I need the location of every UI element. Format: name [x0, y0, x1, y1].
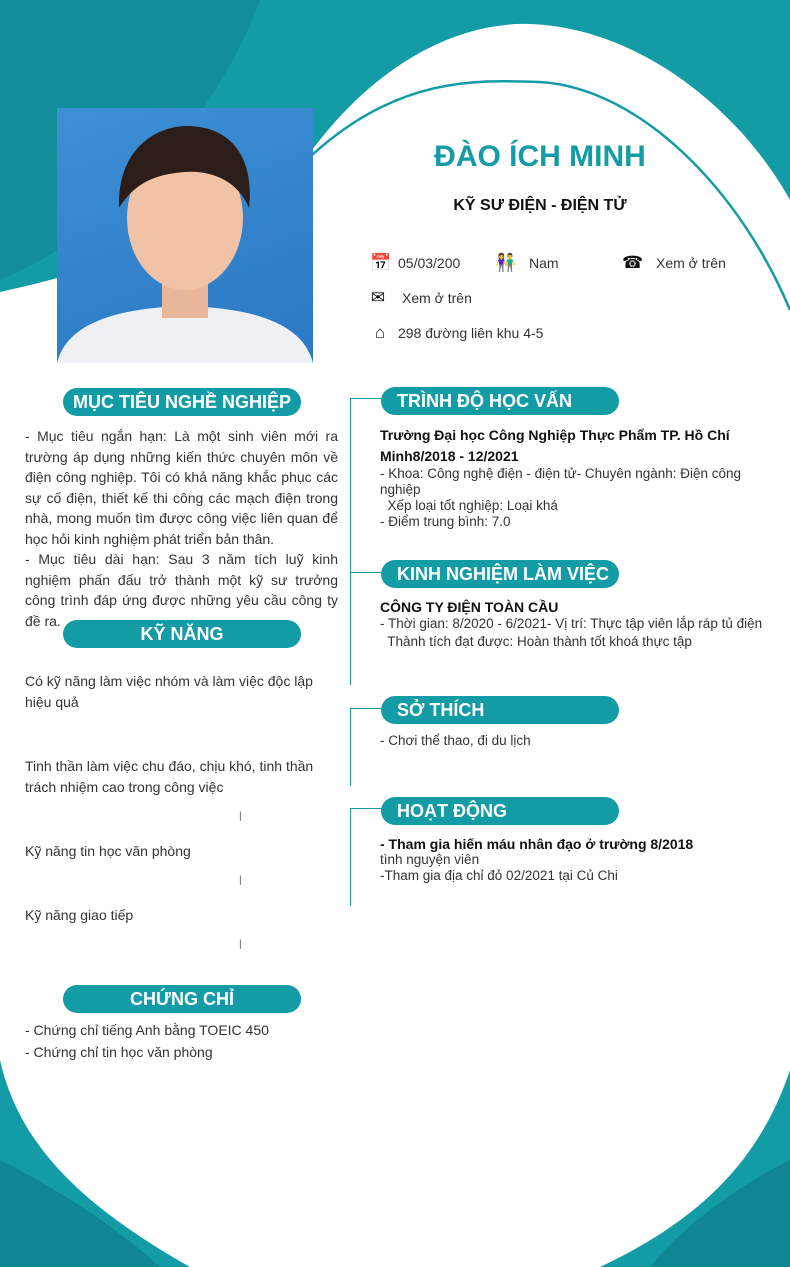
objective-heading: MỤC TIÊU NGHỀ NGHIỆP	[63, 388, 301, 416]
hobby-item: - Chơi thể thao, đi du lịch	[380, 733, 531, 748]
skill-marker: |	[239, 811, 242, 822]
objective-text	[25, 426, 338, 631]
experience-line: Thành tích đạt được: Hoàn thành tốt khoá thực tập	[380, 634, 692, 649]
skill-item: Kỹ năng giao tiếp	[25, 907, 134, 923]
email-value: Xem ở trên	[402, 290, 472, 306]
timeline-connector	[350, 808, 382, 809]
candidate-name: ĐÀO ÍCH MINH	[434, 140, 646, 173]
certificate-item: - Chứng chỉ tiếng Anh bằng TOEIC 450	[25, 1022, 269, 1038]
skill-item: Kỹ năng tin học văn phòng	[25, 843, 191, 859]
phone-field	[622, 253, 726, 273]
profile-photo	[57, 108, 313, 363]
activity-title: - Tham gia hiến máu nhân đạo ở trường 8/2018	[380, 836, 694, 852]
birthday-value: 05/03/200	[398, 255, 461, 271]
calendar-icon: 📅	[370, 253, 392, 272]
phone-value: Xem ở trên	[656, 255, 726, 271]
skills-heading: KỸ NĂNG	[63, 620, 301, 648]
education-entry	[380, 425, 775, 530]
timeline-line	[350, 398, 351, 685]
objective-short-term: - Mục tiêu ngắn hạn: Là một sinh viên mới ra trường áp dụng những kiến thức chuyên môn về điện công nghiệp. Tôi có khả năng khắc phục các sự cố điện, thiết kế thi công các mạch điện trong nhà, mong muốn tìm được công việc liên quan để học hỏi kinh nghiệm phát triển bản thân.	[25, 428, 338, 547]
phone-icon: ☎	[622, 253, 644, 272]
email-field	[368, 288, 472, 308]
education-line: Xếp loại tốt nghiệp: Loại khá	[380, 498, 558, 513]
experience-entry	[380, 598, 775, 650]
activities-entry	[380, 836, 775, 884]
hobbies-heading: SỞ THÍCH	[381, 696, 619, 724]
gender-icon: 👫	[495, 253, 517, 272]
gender-field	[495, 253, 559, 273]
education-line: - Khoa: Công nghệ điện - điện tử- Chuyên ngành: Điện công nghiệp	[380, 466, 742, 497]
job-title: KỸ SƯ ĐIỆN - ĐIỆN TỬ	[453, 197, 627, 214]
home-icon: ⌂	[374, 323, 386, 342]
gender-value: Nam	[529, 255, 559, 271]
skill-item: Có kỹ năng làm việc nhóm và làm việc độc lập hiệu quả	[25, 673, 313, 710]
timeline-line	[350, 808, 351, 906]
timeline-line	[350, 708, 351, 786]
timeline-connector	[350, 398, 382, 399]
skill-marker: |	[239, 939, 242, 950]
certificates-heading: CHỨNG CHỈ	[63, 985, 301, 1013]
education-line: - Điểm trung bình: 7.0	[380, 514, 511, 529]
birthday-field	[370, 253, 460, 273]
certificate-item: - Chứng chỉ tin học văn phòng	[25, 1044, 213, 1060]
experience-heading: KINH NGHIỆM LÀM VIỆC	[381, 560, 619, 588]
timeline-connector	[350, 572, 382, 573]
experience-company: CÔNG TY ĐIỆN TOÀN CẦU	[380, 599, 559, 615]
skill-marker: |	[239, 875, 242, 886]
address-field	[370, 323, 543, 343]
email-icon: ✉	[370, 288, 386, 307]
experience-line: - Thời gian: 8/2020 - 6/2021- Vị trí: Thực tập viên lắp ráp tủ điện	[380, 616, 763, 631]
objective-long-term: - Mục tiêu dài hạn: Sau 3 năm tích luỹ kinh nghiệm phấn đấu trở thành một kỹ sư trưởng công trình đáp ứng được những yêu cầu công ty đề ra.	[25, 551, 338, 629]
education-heading: TRÌNH ĐỘ HỌC VẤN	[381, 387, 619, 415]
activity-line: tình nguyện viên	[380, 852, 480, 867]
activities-heading: HOẠT ĐỘNG	[381, 797, 619, 825]
timeline-connector	[350, 708, 382, 709]
skill-item: Tinh thần làm việc chu đáo, chịu khó, tinh thần trách nhiệm cao trong công việc	[25, 758, 314, 795]
activity-line: -Tham gia địa chỉ đỏ 02/2021 tại Củ Chi	[380, 868, 618, 883]
education-school: Trường Đại học Công Nghiệp Thực Phẩm TP. Hồ Chí Minh8/2018 - 12/2021	[380, 427, 730, 464]
address-value: 298 đường liên khu 4-5	[398, 325, 544, 341]
